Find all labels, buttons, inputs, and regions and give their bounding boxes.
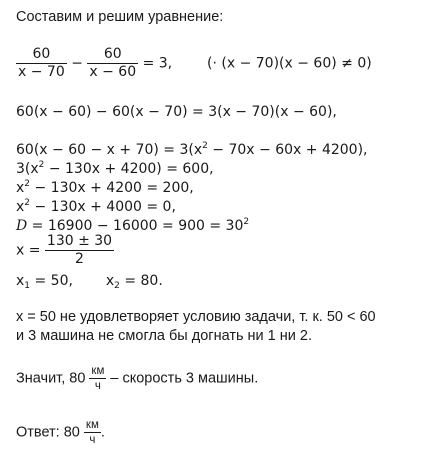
conclusion-prefix: Значит, 80 bbox=[16, 370, 86, 387]
step-2-part-b: − 70x − 60x + 4200), bbox=[207, 142, 368, 158]
exponent: 2 bbox=[24, 179, 31, 189]
discriminant-value: = 16900 − 16000 = 900 = 30 bbox=[27, 218, 244, 234]
x2-subscript: 2 bbox=[114, 281, 120, 291]
conclusion bbox=[16, 364, 258, 393]
step-1: 60(x − 60) − 60(x − 70) = 3(x − 70)(x − 60), bbox=[16, 104, 337, 120]
x1-value: = 50, bbox=[30, 273, 73, 289]
x1-label: x bbox=[16, 273, 25, 289]
note-line-1: x = 50 не удовлетворяет условию задачи, т. к. 50 < 60 bbox=[16, 309, 376, 325]
speed-unit bbox=[89, 364, 106, 393]
unit-denominator: ч bbox=[94, 380, 101, 392]
unit-numerator: км bbox=[91, 365, 105, 377]
step-3-part-a: 3(x bbox=[16, 161, 39, 177]
step-2 bbox=[16, 141, 368, 159]
answer-prefix: Ответ: 80 bbox=[16, 424, 80, 441]
discriminant-symbol: D bbox=[16, 218, 28, 234]
step-5-part-b: − 130x + 4000 = 0, bbox=[30, 199, 176, 215]
step-2-part-a: 60(x − 60 − x + 70) = 3(x bbox=[16, 142, 203, 158]
unit-denominator: ч bbox=[89, 434, 96, 446]
equation-rhs: = 3, bbox=[142, 55, 173, 72]
step-5-part-a: x bbox=[16, 199, 25, 215]
x2-label: x bbox=[105, 273, 115, 289]
roots-values bbox=[16, 272, 163, 290]
step-4-part-b: − 130x + 4200 = 200, bbox=[30, 180, 194, 196]
fraction-2-denominator: x − 60 bbox=[89, 64, 137, 80]
domain-condition: (· (x − 70)(x − 60) ≠ 0) bbox=[207, 55, 372, 72]
step-5 bbox=[16, 198, 176, 216]
step-4 bbox=[16, 179, 194, 197]
step-3-part-b: − 130x + 4200) = 600, bbox=[44, 161, 214, 177]
exponent: 2 bbox=[202, 141, 208, 151]
roots-fraction bbox=[45, 233, 114, 268]
x1-subscript: 1 bbox=[24, 281, 31, 291]
answer-unit bbox=[84, 418, 101, 447]
heading: Составим и решим уравнение: bbox=[16, 9, 224, 25]
x2-value: = 80. bbox=[119, 273, 163, 289]
answer bbox=[16, 418, 105, 447]
fraction-1 bbox=[16, 46, 67, 81]
step-3 bbox=[16, 160, 214, 178]
unit-numerator: км bbox=[85, 419, 99, 431]
conclusion-suffix: – скорость 3 машины. bbox=[106, 370, 259, 387]
exponent: 2 bbox=[38, 160, 45, 170]
answer-suffix: . bbox=[100, 424, 105, 441]
exponent: 2 bbox=[24, 198, 31, 208]
main-equation bbox=[16, 46, 372, 81]
roots-lhs: x = bbox=[16, 242, 41, 259]
roots-numerator: 130 ± 30 bbox=[46, 233, 113, 249]
fraction-2 bbox=[87, 46, 138, 81]
roots-denominator: 2 bbox=[75, 251, 84, 267]
minus-sign: − bbox=[71, 55, 83, 72]
step-4-part-a: x bbox=[16, 180, 25, 196]
fraction-2-numerator: 60 bbox=[87, 46, 138, 64]
fraction-1-denominator: x − 70 bbox=[18, 64, 65, 80]
note-line-2: и 3 машина не смогла бы догнать ни 1 ни 2. bbox=[16, 328, 312, 344]
roots-formula bbox=[16, 233, 114, 268]
fraction-1-numerator: 60 bbox=[16, 46, 67, 64]
exponent: 2 bbox=[243, 217, 250, 227]
